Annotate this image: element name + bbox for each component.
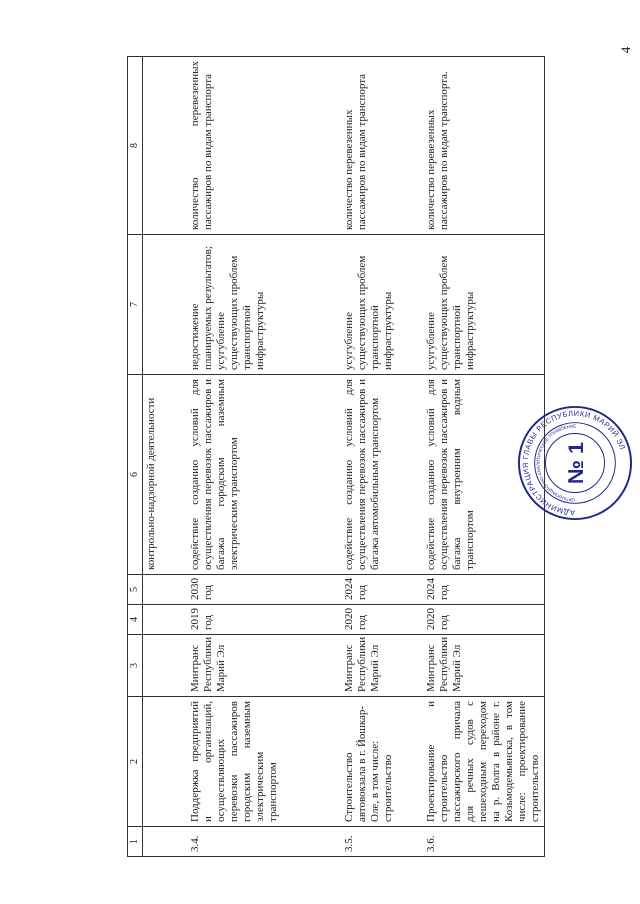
consequences: усугубление существующих проблем транспортной инфраструктуры <box>341 235 423 375</box>
table-row <box>341 57 423 857</box>
indicator: количество перевезенных пассажиров по видам транспорта. <box>423 57 545 235</box>
start-year: 2020 год <box>423 605 545 635</box>
stamp-number: № 1 <box>562 441 588 485</box>
column-number: 6 <box>128 375 143 575</box>
column-numbers-row <box>128 57 143 857</box>
measures-table <box>127 56 545 857</box>
measure-name: Поддержка предприятий и организаций, осуществляющих перевозки пассажиров городским наземным электрическим транспортом <box>187 697 341 827</box>
column-number: 3 <box>128 635 143 697</box>
measure-name: Строительство автовокзала в г. Йошкар-Оле, в том числе: строительство <box>341 697 423 827</box>
stamp-ring-text: АДМИНИСТРАЦИЯ ГЛАВЫ РЕСПУБЛИКИ МАРИЙ ЭЛ <box>520 408 628 518</box>
row-number: 3.4. <box>187 827 341 857</box>
consequences: недостижение планируемых результатов; усугубление существующих проблем транспортной инфраструктуры <box>187 235 341 375</box>
end-year: 2030 год <box>187 575 341 605</box>
column-number: 8 <box>128 57 143 235</box>
table-row <box>187 57 341 857</box>
stamp-inner-text: ОРГАНИЗАЦИОННО-АНАЛИТИЧЕСКОЕ УПРАВЛЕНИЕ <box>535 423 577 503</box>
indicator: количество перевезенных пассажиров по видам транспорта <box>187 57 341 235</box>
column-number: 7 <box>128 235 143 375</box>
column-number: 4 <box>128 605 143 635</box>
continuation-row <box>143 57 188 857</box>
consequences: усугубление существующих проблем транспортной инфраструктуры <box>423 235 545 375</box>
column-number: 1 <box>128 827 143 857</box>
indicator: количество перевезенных пассажиров по видам транспорта <box>341 57 423 235</box>
measure-name: Проектирование и строительство пассажирского причала для речных судов с пешеходным переходом на р. Волга в районе г. Козьмодемьянска, в том числе: проектирование строительство <box>423 697 545 827</box>
expected-result: содействие созданию условий для осуществления перевозок пассажиров и багажа внутренним водным транспортом <box>423 375 545 575</box>
row-number: 3.5. <box>341 827 423 857</box>
executor: Минтранс Республики Марий Эл <box>341 635 423 697</box>
executor: Минтранс Республики Марий Эл <box>187 635 341 697</box>
expected-result: содействие созданию условий для осуществления перевозок пассажиров и багажа автомобильным транспортом <box>341 375 423 575</box>
start-year: 2020 год <box>341 605 423 635</box>
row-number: 3.6. <box>423 827 545 857</box>
official-stamp <box>516 404 634 522</box>
end-year: 2024 год <box>423 575 545 605</box>
column-number: 5 <box>128 575 143 605</box>
continuation-text: контрольно-надзорной деятельности <box>143 375 188 575</box>
page-number: 4 <box>618 46 633 54</box>
expected-result: содействие созданию условий для осуществления перевозок пассажиров и багажа городским наземным электрическим транспортом <box>187 375 341 575</box>
start-year: 2019 год <box>187 605 341 635</box>
column-number: 2 <box>128 697 143 827</box>
executor: Минтранс Республики Марий Эл <box>423 635 545 697</box>
end-year: 2024 год <box>341 575 423 605</box>
